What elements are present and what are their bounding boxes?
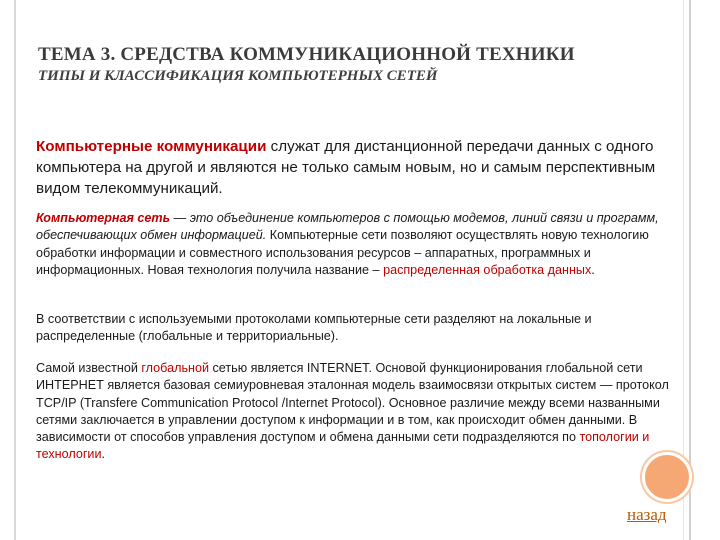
paragraph-computer-network [36, 210, 678, 279]
page-title: ТЕМА 3. СРЕДСТВА КОММУНИКАЦИОННОЙ ТЕХНИКИ [38, 44, 575, 65]
network-definition: — это объединение компьютеров с помощью модемов, линий связи и программ, обеспечивающих обмен информацией. [36, 211, 659, 243]
right-frame-outer-line [689, 0, 691, 540]
paragraph4-text-a: Самой известной [36, 361, 142, 375]
paragraph4-end: . [101, 447, 105, 462]
page-subtitle: ТИПЫ И КЛАССИФИКАЦИЯ КОМПЬЮТЕРНЫХ СЕТЕЙ [38, 68, 438, 84]
term-computer-communications: Компьютерные коммуникации [36, 138, 267, 155]
paragraph4-text-b: сетью является INTERNET. Основой функционирования глобальной сети ИНТЕРНЕТ является базовая семиуровневая эталонная модель взаимосвязи открытых систем — протокол TCP/IP (Transfere Communication Protocol /Internet Protocol). Основное различие между всеми названными сетями заключается в управлении доступом к информации и в том, как происходит обмен данными. В зависимости от способов управления доступом и обмена данными сети подразделяются по [36, 361, 669, 445]
distributed-processing-link[interactable]: распределенная обработка данных [383, 262, 592, 277]
paragraph2-end: . [591, 262, 595, 277]
back-link[interactable]: назад [627, 505, 667, 524]
global-highlight: глобальной [141, 361, 210, 375]
paragraph-internet [36, 360, 678, 464]
topology-technology-link[interactable]: топологии и технологии [36, 430, 650, 462]
term-computer-network: Компьютерная сеть [36, 211, 171, 225]
paragraph2-text: Компьютерные сети позволяют осуществлять новую технологию обработки информации и совместного использования ресурсов – аппаратных, программных и информационных. Новая технология получила название – [36, 228, 649, 277]
decorative-circle [642, 452, 692, 502]
paragraph-computer-communications [36, 136, 678, 199]
left-frame-line [14, 0, 16, 540]
paragraph-protocols: В соответствии с используемыми протоколами компьютерные сети разделяют на локальные и распределенные (глобальные и территориальные). [36, 312, 592, 344]
paragraph1-text: служат для дистанционной передачи данных с одного компьютера на другой и являются не только самым новым, но и самым перспективным видом телекоммуникаций. [36, 138, 656, 197]
